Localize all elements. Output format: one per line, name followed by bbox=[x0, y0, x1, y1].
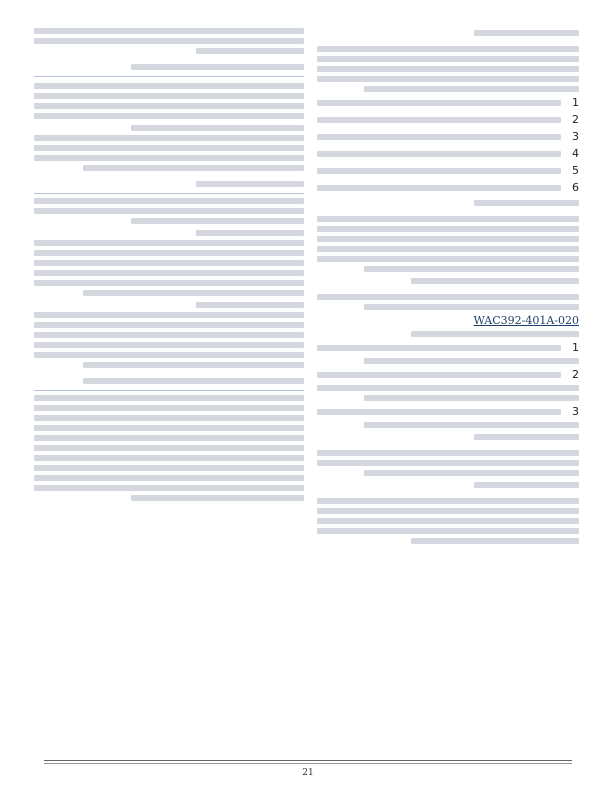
section-heading bbox=[317, 482, 579, 494]
list-item bbox=[317, 164, 579, 177]
list-item bbox=[317, 130, 579, 143]
list-number: 3 bbox=[572, 130, 579, 143]
page-number: 21 bbox=[302, 768, 314, 778]
list-number: 2 bbox=[572, 368, 579, 381]
section-heading bbox=[317, 200, 579, 212]
left-column bbox=[34, 24, 304, 754]
paragraph bbox=[317, 216, 579, 272]
list-number: 1 bbox=[572, 96, 579, 109]
list-number: 2 bbox=[572, 113, 579, 126]
subheading bbox=[34, 125, 304, 131]
paragraph bbox=[317, 450, 579, 476]
section-heading bbox=[317, 434, 579, 446]
subheading bbox=[34, 230, 304, 236]
list-item bbox=[317, 113, 579, 126]
paragraph bbox=[34, 93, 304, 119]
numbered-list bbox=[317, 96, 579, 194]
list-item bbox=[317, 181, 579, 194]
code-reference: WAC392-401A-020 bbox=[473, 314, 579, 327]
section-heading bbox=[34, 181, 304, 194]
list-number: 6 bbox=[572, 181, 579, 194]
paragraph bbox=[317, 294, 579, 310]
paragraph bbox=[34, 135, 304, 171]
paragraph bbox=[34, 240, 304, 296]
footer-rule bbox=[44, 763, 572, 764]
paragraph bbox=[34, 198, 304, 224]
list-number: 4 bbox=[572, 147, 579, 160]
list-number: 5 bbox=[572, 164, 579, 177]
subheading bbox=[34, 302, 304, 308]
list-item bbox=[317, 405, 579, 418]
list-number: 3 bbox=[572, 405, 579, 418]
footer-rule bbox=[44, 760, 572, 761]
list-number: 1 bbox=[572, 341, 579, 354]
section-heading bbox=[317, 30, 579, 42]
subheading bbox=[34, 83, 304, 89]
paragraph bbox=[317, 46, 579, 92]
list-item bbox=[317, 96, 579, 109]
section-heading bbox=[317, 278, 579, 290]
paragraph bbox=[34, 28, 304, 54]
numbered-list bbox=[317, 341, 579, 428]
right-column bbox=[317, 24, 579, 754]
list-item bbox=[317, 341, 579, 354]
section-heading bbox=[34, 64, 304, 77]
list-item bbox=[317, 147, 579, 160]
paragraph bbox=[34, 312, 304, 368]
section-heading bbox=[34, 378, 304, 391]
paragraph bbox=[317, 498, 579, 544]
paragraph bbox=[34, 395, 304, 501]
list-item bbox=[317, 368, 579, 381]
